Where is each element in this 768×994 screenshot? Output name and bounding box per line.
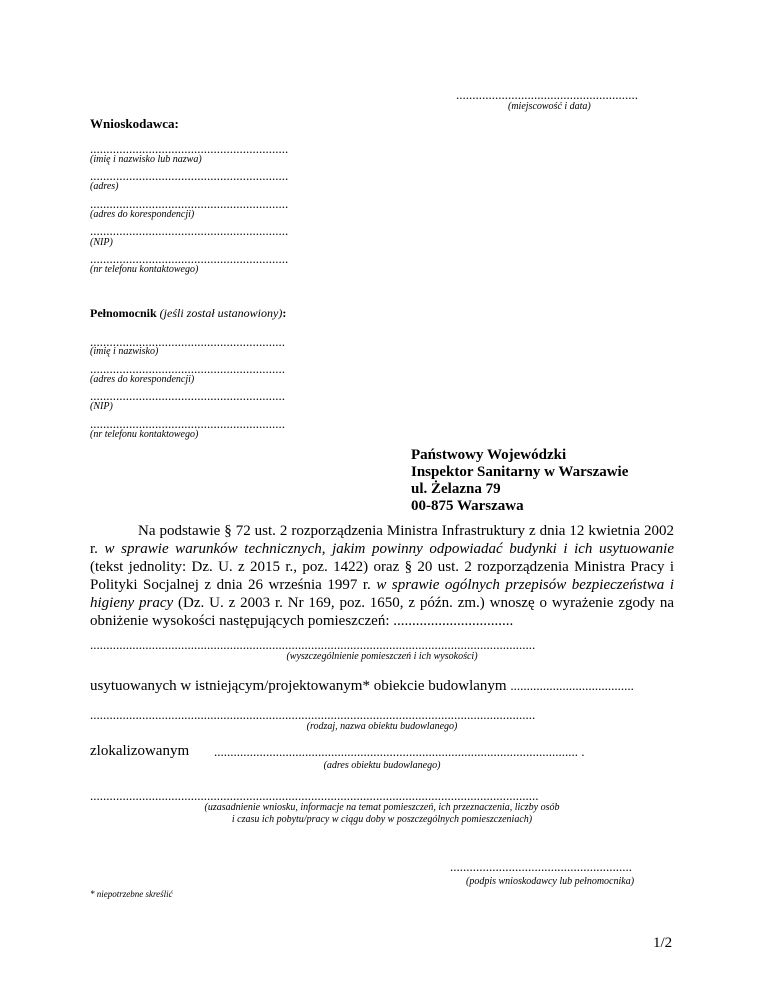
proxy-nip-caption: (NIP) xyxy=(90,401,113,412)
localized-label: zlokalizowanym xyxy=(90,743,190,759)
footnote: * niepotrzebne skreślić xyxy=(90,889,173,899)
proxy-phone-caption: (nr telefonu kontaktowego) xyxy=(90,429,199,440)
proxy-nip-line[interactable]: ............................................................ xyxy=(90,389,285,403)
recipient-line-1: Państwowy Wojewódzki xyxy=(411,447,567,463)
recipient-line-4: 00-875 Warszawa xyxy=(411,498,524,514)
applicant-name-line[interactable]: ............................................................. xyxy=(90,142,289,156)
place-date-line[interactable]: ........................................................ xyxy=(456,88,638,102)
applicant-correspondence-line[interactable]: ............................................................. xyxy=(90,197,289,211)
signature-line[interactable]: ........................................................ xyxy=(450,860,632,874)
applicant-phone-line[interactable]: ............................................................. xyxy=(90,252,289,266)
rooms-line[interactable]: ......................................................................................................................................... xyxy=(90,638,536,652)
justification-caption-1: (uzasadnienie wniosku, informacje na temat pomieszczeń, ich przeznaczenia, liczby osób xyxy=(204,802,560,813)
located-line xyxy=(90,677,634,695)
applicant-name-caption: (imię i nazwisko lub nazwa) xyxy=(90,154,202,165)
localized-dots[interactable]: ................................................................................................................ . xyxy=(214,745,585,759)
building-line[interactable]: ......................................................................................................................................... xyxy=(90,708,536,722)
proxy-heading-label: Pełnomocnik xyxy=(90,306,157,320)
page-number: 1/2 xyxy=(653,935,673,951)
building-caption: (rodzaj, nazwa obiektu budowlanego) xyxy=(306,721,458,732)
located-text: usytuowanych w istniejącym/projektowanym* obiekcie budowlanym xyxy=(90,678,507,694)
proxy-heading-note: (jeśli został ustanowiony) xyxy=(159,306,283,320)
place-date-caption: (miejscowość i data) xyxy=(508,101,591,112)
justification-line[interactable]: .......................................................................................................................................... xyxy=(90,789,539,803)
applicant-nip-caption: (NIP) xyxy=(90,237,113,248)
recipient-line-3: ul. Żelazna 79 xyxy=(411,481,501,497)
applicant-heading: Wnioskodawca: xyxy=(90,116,179,131)
applicant-phone-caption: (nr telefonu kontaktowego) xyxy=(90,264,199,275)
paragraph-italic-2: w sprawie ogólnych przepisów bezpieczeństwa i higieny pracy xyxy=(90,577,674,611)
proxy-correspondence-line[interactable]: ............................................................ xyxy=(90,362,285,376)
applicant-correspondence-caption: (adres do korespondencji) xyxy=(90,209,195,220)
paragraph-italic-1: w sprawie warunków technicznych, jakim powinny odpowiadać budynki i ich usytuowanie xyxy=(104,541,675,557)
applicant-nip-line[interactable]: ............................................................. xyxy=(90,224,289,238)
justification-caption-2: i czasu ich pobytu/pracy w ciągu doby w poszczególnych pomieszczeniach) xyxy=(231,814,533,825)
applicant-address-line[interactable]: ............................................................. xyxy=(90,169,289,183)
request-paragraph xyxy=(90,522,674,630)
recipient-line-2: Inspektor Sanitarny w Warszawie xyxy=(411,464,629,480)
proxy-heading xyxy=(90,306,286,321)
recipient-address xyxy=(411,447,628,515)
proxy-heading-colon: : xyxy=(282,306,287,320)
paragraph-text-2: (tekst jednolity: Dz. U. z 2015 r., poz. 1422) oraz § 20 ust. 2 rozporządzenia Ministra Pracy i Polityki Socjalnej z dnia 26 września 1997 r. xyxy=(90,559,674,593)
applicant-address-caption: (adres) xyxy=(90,181,119,192)
address-caption: (adres obiektu budowlanego) xyxy=(323,760,441,771)
signature-caption: (podpis wnioskodawcy lub pełnomocnika) xyxy=(466,876,635,887)
located-dots[interactable]: ...................................... xyxy=(510,678,634,693)
proxy-name-caption: (imię i nazwisko) xyxy=(90,346,159,357)
proxy-correspondence-caption: (adres do korespondencji) xyxy=(90,374,195,385)
rooms-caption: (wyszczególnienie pomieszczeń i ich wysokości) xyxy=(286,651,478,662)
proxy-name-line[interactable]: ............................................................ xyxy=(90,335,285,349)
proxy-phone-line[interactable]: ............................................................ xyxy=(90,417,285,431)
paragraph-text-3: (Dz. U. z 2003 r. Nr 169, poz. 1650, z późn. zm.) wnoszę o wyrażenie zgody na obniżenie wysokości następujących pomieszczeń: ................................ xyxy=(90,595,675,629)
paragraph-text-1: Na podstawie § 72 ust. 2 rozporządzenia Ministra Infrastruktury z dnia 12 kwietnia 2002 r. xyxy=(90,523,674,557)
